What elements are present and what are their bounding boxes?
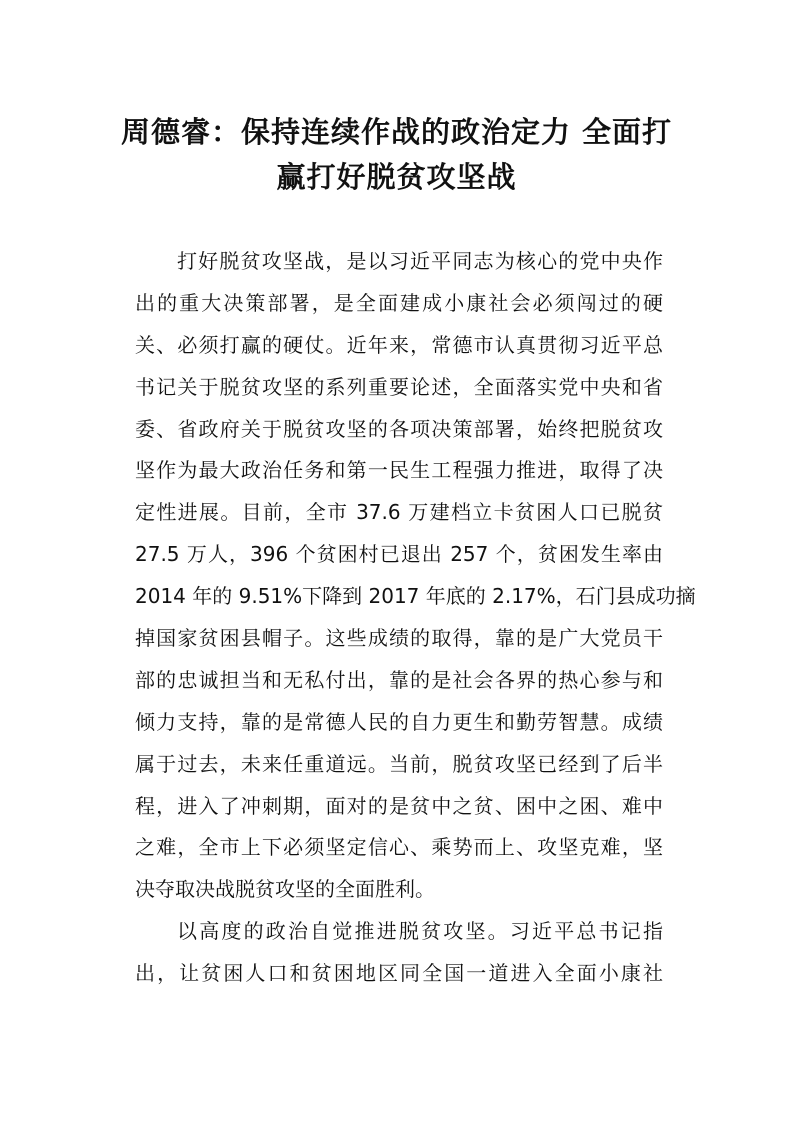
title-line: 赢打好脱贫攻坚战	[276, 160, 517, 194]
text-line: 以高度的政治自觉推进脱贫攻坚。习近平总书记指	[177, 919, 663, 944]
text-line: 出，让贫困人口和贫困地区同全国一道进入全面小康社	[135, 961, 663, 986]
paragraph	[135, 241, 696, 911]
document-title	[100, 110, 693, 200]
text-line: 打好脱贫攻坚战，是以习近平同志为核心的党中央作	[177, 249, 663, 273]
document-body	[135, 241, 696, 995]
text-line: 属于过去，未来任重道远。当前，脱贫攻坚已经到了后半	[135, 751, 663, 776]
text-line: 程，进入了冲刺期，面对的是贫中之贫、困中之困、难中	[135, 793, 663, 818]
text-line: 决夺取决战脱贫攻坚的全面胜利。	[135, 877, 435, 902]
text-line: 书记关于脱贫攻坚的系列重要论述，全面落实党中央和省	[135, 374, 663, 399]
text-line: 27.5 万人，396 个贫困村已退出 257 个，贫困发生率由	[135, 542, 663, 567]
text-line: 关、必须打赢的硬仗。近年来，常德市认真贯彻习近平总	[135, 332, 663, 357]
title-line: 周德睿：保持连续作战的政治定力 全面打	[120, 115, 673, 149]
text-line: 之难，全市上下必须坚定信心、乘势而上、攻坚克难，坚	[135, 835, 663, 860]
text-line: 委、省政府关于脱贫攻坚的各项决策部署，始终把脱贫攻	[135, 416, 663, 441]
text-line: 倾力支持，靠的是常德人民的自力更生和勤劳智慧。成绩	[135, 709, 663, 734]
text-line: 2014 年的 9.51%下降到 2017 年底的 2.17%，石门县成功摘	[135, 584, 696, 609]
text-line: 出的重大决策部署，是全面建成小康社会必须闯过的硬	[135, 290, 663, 315]
text-line: 掉国家贫困县帽子。这些成绩的取得，靠的是广大党员干	[135, 626, 663, 651]
paragraph	[135, 911, 663, 995]
text-line: 坚作为最大政治任务和第一民生工程强力推进，取得了决	[135, 458, 663, 483]
text-line: 部的忠诚担当和无私付出，靠的是社会各界的热心参与和	[135, 667, 663, 692]
text-line: 定性进展。目前，全市 37.6 万建档立卡贫困人口已脱贫	[135, 500, 663, 525]
